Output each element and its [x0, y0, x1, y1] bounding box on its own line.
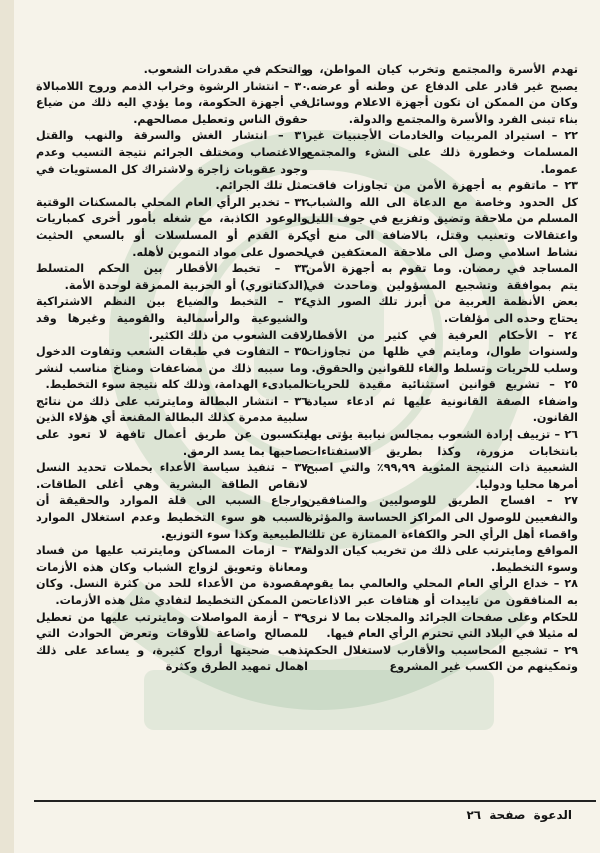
- magazine-name: الدعوة: [533, 808, 572, 822]
- paragraph: ٣٩ – أزمة المواصلات ومايترتب عليها من تعطيل للمصالح واضاعة للأوقات وتعرض الحوادث التي تذهب ضحيتها أرواح كثيرة، و يساعد على ذلك اهمال تمهيد الطرق وكثرة: [36, 610, 308, 674]
- paragraph: ٣٣ – تخبط الأقطار بين الحكم المتسلط (الدكتاتوري) أو الحزبية الممزقة لوحدة الأمة.: [36, 262, 308, 292]
- paragraph: ٣٢ – تخدير الرأي العام المحلي بالمسكنات الوقتية والوعود الكاذبة، مع شغله بأمور أخرى كمباريات كرة القدم أو المسلسلات أو بالسعي الحثيث لحصول على مواد التموين لأهله.: [36, 195, 308, 259]
- paragraph: ٣٤ – التخبط والضياع بين النظم الاشتراكية والشيوعية والرأسمالية والقومية وغيرها وقد لاقت الشعوب من ذلك الكثير.: [36, 295, 308, 342]
- page-label: صفحة: [489, 808, 526, 822]
- footer-divider: [34, 800, 596, 802]
- paragraph: ٣٨ – ازمات المساكن ومايترتب عليها من فساد ومعاناة وتعويق لزواج الشباب وكان هذه الأزمات مقصودة من الأعداء للحد من كثرة النسل. وكان من الممكن التخطيط لتفادي مثل هذه الأزمات.: [36, 544, 308, 607]
- page-footer: [462, 808, 572, 822]
- paragraph: ٢٥ – تشريع قوانين استثنائية مقيدة للحريات واضفاء الصفة القانونية عليها ثم ادعاء سيادة القانون.: [306, 378, 578, 425]
- paragraph: ٣٠ – انتشار الرشوة وخراب الذمم وروح اللامبالاة في أجهزة الحكومة، وما يؤدي اليه ذلك من ضياع حقوق الناس وتعطيل مصالحهم.: [36, 79, 308, 126]
- paragraph: ٣٥ – التفاوت في طبقات الشعب وتفاوت الدخول وما سببه ذلك من مضاعفات ومناخ مناسب لنشر المبادىء الهدامة، وذلك كله نتيجة سوء التخطيط.: [36, 345, 308, 392]
- paragraph: ٢٧ – افساح الطريق للوصوليين والمنافقين والنفعيين للوصول الى المراكز الحساسة والمؤثرة واقصاء أهل الرأي الحر والكفاءة الممتازة عن تلك المواقع ومايترتب على ذلك من تخريب كيان الدولة وسوء التخطيط.: [306, 494, 578, 574]
- paragraph: ٢٤ – الأحكام العرفية في كثير من الأقطار ولسنوات طوال، ومايتم في ظلها من تجاوزات وسلب للحريات وتسلط والغاء للقوانين والحقوق.: [306, 328, 578, 375]
- paragraph: ٣٧ – تنفيذ سياسة الأعداء بحملات تحديد النسل لانقاص الطاقة البشرية وهي أغلى الطاقات. وارجاع السبب الى قلة الموارد والحقيقة أن السبب هو سوء التخطيط وعدم استغلال الموارد الطبيعية وكذا سوء التوزيع.: [36, 461, 308, 541]
- paragraph: ٢٨ – خداع الرأي العام المحلي والعالمي بما يقوم به المنافقون من تاييدات أو هتافات عبر الاذاعات للحكام وعلى صفحات الجرائد والمجلات بما لا نرى له مثيلا في البلاد التي تحترم الرأي العام فيها.: [306, 577, 578, 641]
- paragraph: ٢٢ – استيراد المربيات والخادمات الأجنبيات غير المسلمات وخطورة ذلك على النشء والمجتمع عموما.: [306, 129, 578, 176]
- paragraph: ٢٩ – تشجيع المحاسيب والأقارب لاستغلال الحكم وتمكينهم من الكسب غير المشروع: [306, 643, 578, 674]
- paragraph: ٣١ – انتشار الغش والسرقة والنهب والقتل والاغتصاب ومختلف الجرائم نتيجة التسيب وعدم وجود عقوبات زاجرة ولاشتراك كل المستويات في مثل تلك الجرائم.: [36, 129, 308, 193]
- paragraph: ٣٦ – انتشار البطالة ومايترتب على ذلك من نتائج سلبية مدمرة كذلك البطالة المقنعة أي هؤلاء الذين يتكسبون عن طريق أعمال تافهة لا تعود على صاحبها بما يسد الرمق.: [36, 394, 308, 458]
- paragraph: ٢٣ – ماتقوم به أجهزة الأمن من تجاوزات فاقت كل الحدود وخاصة مع الدعاة الى الله والشباب المسلم من ملاحقة وتضيق وتفزيع في جوف الليل واعتقالات وتعنيب وقتل، بالاضافة الى منع أي نشاط اسلامي وصل الى ملاحقة المعتكفين في المساجد في رمضان. وما تقوم به أجهزة الأمن يتم بموافقة وتشجيع المسؤولين وماحدث في بعض الأنظمة العربية من أبرز تلك الصور الذي يحتاج وحده الى مؤلفات.: [306, 179, 578, 325]
- page-number: ٢٦: [466, 808, 482, 822]
- right-column: [306, 62, 578, 676]
- left-column: [36, 62, 308, 676]
- paragraph: والتحكم في مقدرات الشعوب.: [143, 63, 308, 76]
- paragraph: ٢٦ – تزييف إرادة الشعوب بمجالس نيابية يؤتى بها بانتخابات مزورة، وكذا بطريق الاستفتاءات الشعبية ذات النتيجة المئوية ٩٩,٩٩٪ والتي اصبح أمرها محليا ودوليا.: [306, 428, 578, 491]
- paragraph: تهدم الأسرة والمجتمع وتخرب كيان المواطن، و يصبح غير قادر على الدفاع عن وطنه أو عرضه. وكان من الممكن ان تكون أجهزة الاعلام ووسائل بناء تبنى الفرد والأسرة والمجتمع والدولة.: [306, 63, 578, 126]
